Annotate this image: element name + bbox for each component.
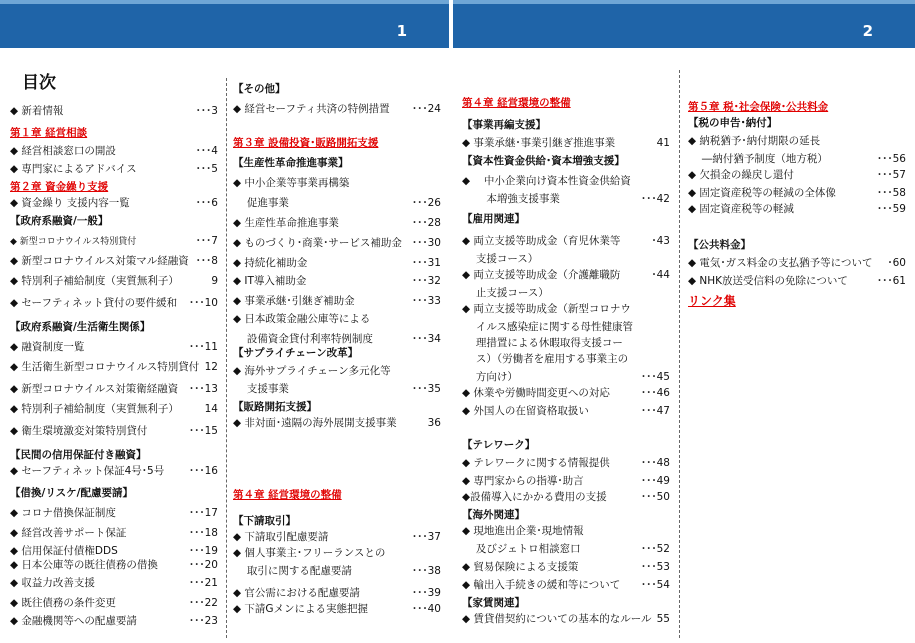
toc-entry bbox=[233, 312, 445, 326]
toc-entry-label: 【税の申告･納付】 bbox=[688, 117, 778, 129]
toc-page-number: ･･･3 bbox=[195, 105, 218, 117]
toc-entry-label: 第３章 設備投資･販路開拓支援 bbox=[233, 137, 379, 149]
chapter-heading[interactable] bbox=[688, 294, 910, 309]
toc-entry-label: ◆ 外国人の在留資格取扱い bbox=[462, 405, 589, 417]
toc-entry-label: 理措置による休暇取得支援コー bbox=[462, 337, 623, 349]
section-heading bbox=[462, 154, 674, 168]
toc-entry-label: 【雇用関連】 bbox=[462, 213, 525, 225]
toc-page-number: ･･･22 bbox=[188, 597, 218, 609]
toc-page-number: 36 bbox=[427, 417, 441, 429]
toc-page-number: ･･･58 bbox=[876, 187, 906, 199]
toc-entry[interactable] bbox=[10, 340, 222, 354]
toc-entry[interactable] bbox=[10, 360, 222, 374]
toc-entry[interactable] bbox=[462, 474, 674, 488]
toc-page-number: ･･･31 bbox=[411, 257, 441, 269]
section-heading bbox=[233, 346, 445, 360]
toc-page-number: ･･･10 bbox=[188, 297, 218, 309]
toc-entry[interactable] bbox=[233, 530, 445, 544]
toc-entry-label: 第４章 経営環境の整備 bbox=[233, 489, 342, 501]
toc-entry[interactable] bbox=[233, 274, 445, 288]
section-heading bbox=[688, 116, 910, 130]
toc-entry-label: ◆ 新型コロナウイルス特別貸付 bbox=[10, 237, 137, 247]
toc-page-number: ･･･32 bbox=[411, 275, 441, 287]
toc-page-number: ･･･59 bbox=[876, 203, 906, 215]
section-heading bbox=[688, 238, 910, 252]
page-header-1 bbox=[0, 0, 449, 48]
toc-page-number: ･･･42 bbox=[640, 193, 670, 205]
toc-entry[interactable] bbox=[10, 382, 222, 396]
toc-page-number: ･･･49 bbox=[640, 475, 670, 487]
toc-entry-label: ◆ 非対面･遠隔の海外展開支援事業 bbox=[233, 417, 397, 429]
toc-entry-label: リンク集 bbox=[688, 294, 736, 308]
toc-entry-label: 【海外関連】 bbox=[462, 509, 525, 521]
toc-entry[interactable] bbox=[10, 234, 222, 249]
toc-entry-label: ◆ 両立支援等助成金（育児休業等 bbox=[462, 235, 621, 247]
toc-page-number: ･･･24 bbox=[411, 103, 441, 115]
toc-entry-label: 止支援コース） bbox=[462, 287, 549, 299]
toc-entry[interactable] bbox=[10, 596, 222, 610]
toc-page-number: ･･･56 bbox=[876, 153, 906, 165]
toc-entry-label: ◆ セーフティネット保証4号･5号 bbox=[10, 465, 165, 477]
toc-entry-label: ◆ 衛生環境激変対策特別貸付 bbox=[10, 425, 148, 437]
toc-entry-label: 支援事業 bbox=[233, 383, 289, 395]
toc-entry-label: 第２章 資金繰り支援 bbox=[10, 181, 109, 193]
toc-entry-label: 【その他】 bbox=[233, 83, 286, 95]
toc-entry[interactable] bbox=[10, 144, 222, 158]
toc-page-number: ･･･21 bbox=[188, 577, 218, 589]
toc-page-number: ･･･28 bbox=[411, 217, 441, 229]
toc-page-number: ･･･53 bbox=[640, 561, 670, 573]
toc-page-number: 12 bbox=[204, 361, 218, 373]
toc-entry[interactable] bbox=[10, 544, 222, 558]
toc-entry-label: 【借換/リスケ/配慮要請】 bbox=[10, 487, 133, 499]
toc-entry-label: 促進事業 bbox=[233, 197, 289, 209]
toc-entry[interactable] bbox=[233, 236, 445, 250]
toc-page-number: ･･･6 bbox=[195, 197, 218, 209]
toc-entry-label: 第１章 経営相談 bbox=[10, 127, 88, 139]
toc-entry[interactable] bbox=[688, 202, 910, 216]
chapter-heading[interactable] bbox=[10, 180, 222, 194]
toc-entry-label: ◆ 中小企業向け資本性資金供給資 bbox=[462, 175, 631, 187]
toc-entry-label: ス）（労働者を雇用する事業主の bbox=[462, 353, 629, 365]
toc-page-number: ･･･16 bbox=[188, 465, 218, 477]
toc-entry-label: 方向け） bbox=[462, 371, 518, 383]
toc-entry-label: ◆ 信用保証付債権DDS bbox=[10, 545, 118, 557]
section-heading bbox=[233, 514, 445, 528]
chapter-heading[interactable] bbox=[688, 100, 910, 114]
toc-page-number: ･･･54 bbox=[640, 579, 670, 591]
section-heading bbox=[462, 508, 674, 522]
toc-entry[interactable] bbox=[10, 296, 222, 310]
toc-entry[interactable] bbox=[462, 456, 674, 470]
toc-entry bbox=[462, 352, 674, 366]
section-heading bbox=[462, 118, 674, 132]
toc-entry-label: ◆ セーフティネット貸付の要件緩和 bbox=[10, 297, 178, 309]
toc-entry-label: ◆ 欠損金の繰戻し還付 bbox=[688, 169, 794, 181]
toc-entry-label: ◆ 経営改善サポート保証 bbox=[10, 527, 127, 539]
toc-entry-label: ◆ 貿易保険による支援策 bbox=[462, 561, 579, 573]
section-heading bbox=[462, 212, 674, 226]
toc-entry[interactable] bbox=[688, 152, 910, 166]
toc-entry bbox=[462, 320, 674, 334]
toc-entry-label: 及びジェトロ相談窓口 bbox=[462, 543, 581, 555]
toc-entry[interactable] bbox=[462, 490, 674, 504]
toc-entry[interactable] bbox=[10, 254, 222, 268]
toc-entry-label: 【生産性革命推進事業】 bbox=[233, 157, 349, 169]
toc-entry-label: ◆ 事業承継･引継ぎ補助金 bbox=[233, 295, 355, 307]
toc-entry[interactable] bbox=[688, 168, 910, 182]
toc-page-number: ･･･20 bbox=[188, 559, 218, 571]
toc-entry bbox=[233, 176, 445, 190]
toc-entry-label: ◆ 現地進出企業･現地情報 bbox=[462, 525, 584, 537]
toc-entry-label: ◆ 新着情報 bbox=[10, 105, 64, 117]
column-divider bbox=[679, 70, 680, 638]
toc-entry bbox=[462, 252, 674, 266]
toc-entry-label: ◆ 日本政策金融公庫等による bbox=[233, 313, 371, 325]
toc-page-number: ･･･18 bbox=[188, 527, 218, 539]
toc-entry[interactable] bbox=[233, 382, 445, 396]
toc-page-number: ･･･19 bbox=[188, 545, 218, 557]
toc-entry-label: ◆ 収益力改善支援 bbox=[10, 577, 95, 589]
toc-entry[interactable] bbox=[233, 332, 445, 346]
toc-entry bbox=[233, 546, 445, 560]
toc-entry[interactable] bbox=[10, 196, 222, 210]
toc-entry-label: 【民間の信用保証付き融資】 bbox=[10, 449, 147, 461]
toc-entry-label: ◆ 生活衛生新型コロナウイルス特別貸付 bbox=[10, 361, 200, 373]
toc-entry[interactable] bbox=[10, 506, 222, 520]
toc-entry-label: ◆ 官公需における配慮要請 bbox=[233, 587, 360, 599]
toc-entry-label: ◆ NHK放送受信料の免除について bbox=[688, 275, 848, 287]
toc-entry-label: ◆ 海外サプライチェーン多元化等 bbox=[233, 365, 391, 377]
toc-entry[interactable] bbox=[233, 564, 445, 578]
toc-entry-label: ◆ 資金繰り 支援内容一覧 bbox=[10, 197, 130, 209]
section-heading bbox=[10, 214, 222, 228]
toc-entry-label: ◆ 専門家からの指導･助言 bbox=[462, 475, 584, 487]
toc-entry bbox=[462, 302, 674, 316]
toc-entry-label: ◆ 新型コロナウイルス対策衛経融資 bbox=[10, 383, 179, 395]
page-number-2: 2 bbox=[862, 22, 873, 40]
toc-page-number: ･･･26 bbox=[411, 197, 441, 209]
toc-entry[interactable] bbox=[10, 424, 222, 438]
toc-entry-label: ◆ 固定資産税等の軽減 bbox=[688, 203, 794, 215]
section-heading bbox=[10, 448, 222, 462]
toc-page-number: ･･･40 bbox=[411, 603, 441, 615]
toc-page-number: ･･･8 bbox=[195, 255, 218, 267]
toc-entry[interactable] bbox=[688, 256, 910, 270]
toc-entry-label: ◆ 生産性革命推進事業 bbox=[233, 217, 339, 229]
chapter-heading[interactable] bbox=[462, 96, 674, 110]
toc-page-number: ･･･48 bbox=[640, 457, 670, 469]
toc-entry-label: ◆ 輸出入手続きの緩和等について bbox=[462, 579, 621, 591]
toc-entry[interactable] bbox=[10, 402, 222, 416]
toc-entry-label: 【公共料金】 bbox=[688, 239, 751, 251]
toc-entry-label: ◆ 納税猶予･納付期限の延長 bbox=[688, 135, 821, 147]
toc-entry-label: ◆ 個人事業主･フリーランスとの bbox=[233, 547, 386, 559]
toc-page-number: ･･･57 bbox=[876, 169, 906, 181]
page-header-2 bbox=[453, 0, 915, 48]
toc-page-number: ･･･13 bbox=[188, 383, 218, 395]
toc-entry[interactable] bbox=[10, 558, 222, 572]
toc-entry-label: ◆ 持続化補助金 bbox=[233, 257, 308, 269]
toc-entry-label: ◆ コロナ借換保証制度 bbox=[10, 507, 116, 519]
toc-entry-label: 【政府系融資/生活衛生関係】 bbox=[10, 321, 151, 333]
chapter-heading[interactable] bbox=[233, 488, 445, 502]
toc-entry-label: 【事業再編支援】 bbox=[462, 119, 546, 131]
toc-entry-label: ◆ 電気･ガス料金の支払猶予等について bbox=[688, 257, 873, 269]
toc-page-number: ･･･47 bbox=[640, 405, 670, 417]
toc-entry[interactable] bbox=[462, 542, 674, 556]
toc-entry-label: 支援コース） bbox=[462, 253, 539, 265]
toc-entry-label: イルス感染症に関する母性健康管 bbox=[462, 321, 634, 333]
toc-entry-label: ◆ 事業承継･事業引継ぎ推進事業 bbox=[462, 137, 616, 149]
toc-entry[interactable] bbox=[233, 196, 445, 210]
toc-page-number: ･･･30 bbox=[411, 237, 441, 249]
toc-entry-label: ◆ 融資制度一覧 bbox=[10, 341, 85, 353]
toc-page-number: ･･･37 bbox=[411, 531, 441, 543]
toc-entry-label: ◆ 下請Gメンによる実態把握 bbox=[233, 603, 369, 615]
toc-entry-label: 【資本性資金供給･資本増強支援】 bbox=[462, 155, 625, 167]
toc-entry-label: ◆ 経営相談窓口の開設 bbox=[10, 145, 116, 157]
toc-entry[interactable] bbox=[462, 386, 674, 400]
toc-entry[interactable] bbox=[462, 136, 674, 150]
toc-page-number: ･･･38 bbox=[411, 565, 441, 577]
section-heading bbox=[10, 486, 222, 500]
toc-page-number: ･･･17 bbox=[188, 507, 218, 519]
toc-page-number: 14 bbox=[204, 403, 218, 415]
toc-entry-label: ◆ 両立支援等助成金（新型コロナウ bbox=[462, 303, 631, 315]
toc-entry bbox=[462, 336, 674, 350]
toc-entry bbox=[462, 174, 674, 188]
toc-entry[interactable] bbox=[233, 294, 445, 308]
toc-page-number: ･･･45 bbox=[640, 371, 670, 383]
toc-entry[interactable] bbox=[462, 192, 674, 206]
toc-entry[interactable] bbox=[688, 186, 910, 200]
toc-entry-label: ◆ 日本公庫等の既往債務の借換 bbox=[10, 559, 158, 571]
toc-entry[interactable] bbox=[233, 602, 445, 616]
toc-entry[interactable] bbox=[462, 578, 674, 592]
toc-entry-label: ◆ 金融機関等への配慮要請 bbox=[10, 615, 137, 627]
section-heading bbox=[233, 156, 445, 170]
toc-page-number: ･･･35 bbox=[411, 383, 441, 395]
toc-entry-label: ◆ ものづくり･商業･サービス補助金 bbox=[233, 237, 402, 249]
toc-title: 目次 bbox=[22, 73, 56, 93]
toc-entry-label: ―納付猶予制度（地方税） bbox=[688, 153, 828, 165]
section-heading bbox=[462, 438, 674, 452]
toc-page-number: ･･･23 bbox=[188, 615, 218, 627]
toc-page-number: ･･･52 bbox=[640, 543, 670, 555]
toc-page-number: ･･･33 bbox=[411, 295, 441, 307]
toc-entry-label: 【下請取引】 bbox=[233, 515, 296, 527]
toc-entry-label: ◆設備導入にかかる費用の支援 bbox=[462, 491, 607, 503]
toc-entry-label: ◆ 特別利子補給制度（実質無利子） bbox=[10, 403, 179, 415]
toc-entry[interactable] bbox=[462, 560, 674, 574]
toc-entry-label: ◆ 賃貸借契約についての基本的なルール bbox=[462, 613, 652, 625]
toc-entry[interactable] bbox=[462, 268, 674, 282]
toc-entry[interactable] bbox=[10, 162, 222, 176]
toc-entry bbox=[462, 286, 674, 300]
toc-entry[interactable] bbox=[688, 274, 910, 288]
toc-entry[interactable] bbox=[462, 404, 674, 418]
toc-entry-label: ◆ 新型コロナウイルス対策マル経融資 bbox=[10, 255, 189, 267]
toc-page-number: ･･･39 bbox=[411, 587, 441, 599]
toc-page-number: ･･･4 bbox=[195, 145, 218, 157]
toc-entry-label: 【家賃関連】 bbox=[462, 597, 525, 609]
toc-entry[interactable] bbox=[10, 576, 222, 590]
toc-entry-label: 【政府系融資/一般】 bbox=[10, 215, 109, 227]
section-heading bbox=[233, 82, 445, 96]
toc-page-number: ･43 bbox=[651, 235, 670, 247]
toc-entry[interactable] bbox=[10, 104, 222, 118]
toc-page-number: ･･･50 bbox=[640, 491, 670, 503]
toc-entry-label: ◆ 固定資産税等の軽減の全体像 bbox=[688, 187, 836, 199]
toc-entry-label: ◆ 専門家によるアドバイス bbox=[10, 163, 137, 175]
toc-page-number: ･･･34 bbox=[411, 333, 441, 345]
toc-page-number: ･･･15 bbox=[188, 425, 218, 437]
toc-entry-label: 第４章 経営環境の整備 bbox=[462, 97, 571, 109]
toc-entry[interactable] bbox=[462, 370, 674, 384]
toc-page-number: 55 bbox=[656, 613, 670, 625]
toc-entry bbox=[688, 134, 910, 148]
toc-page-number: ･･･11 bbox=[188, 341, 218, 353]
toc-entry bbox=[233, 364, 445, 378]
toc-entry[interactable] bbox=[10, 614, 222, 628]
toc-entry-label: 【サプライチェーン改革】 bbox=[233, 347, 359, 359]
toc-page-number: ･44 bbox=[651, 269, 670, 281]
toc-entry-label: ◆ 両立支援等助成金（介護離職防 bbox=[462, 269, 621, 281]
toc-entry[interactable] bbox=[233, 216, 445, 230]
chapter-heading[interactable] bbox=[10, 126, 222, 140]
page-number-1: 1 bbox=[396, 22, 407, 40]
toc-page-number: ･･･61 bbox=[876, 275, 906, 287]
toc-entry[interactable] bbox=[462, 612, 674, 626]
column-divider bbox=[226, 78, 227, 638]
toc-entry[interactable] bbox=[233, 416, 445, 430]
toc-entry-label: 第５章 税･社会保険･公共料金 bbox=[688, 101, 829, 113]
toc-entry-label: ◆ 下請取引配慮要請 bbox=[233, 531, 329, 543]
toc-page-number: ･60 bbox=[887, 257, 906, 269]
toc-entry-label: ◆ テレワークに関する情報提供 bbox=[462, 457, 610, 469]
toc-entry-label: 【販路開拓支援】 bbox=[233, 401, 317, 413]
section-heading bbox=[233, 400, 445, 414]
toc-entry-label: 本増強支援事業 bbox=[462, 193, 560, 205]
toc-entry-label: 設備資金貸付利率特例制度 bbox=[233, 333, 373, 345]
toc-entry-label: ◆ 休業や労働時間変更への対応 bbox=[462, 387, 610, 399]
toc-entry bbox=[462, 524, 674, 538]
toc-entry[interactable] bbox=[233, 256, 445, 270]
toc-page-number: ･･･5 bbox=[195, 163, 218, 175]
toc-page-number: 41 bbox=[656, 137, 670, 149]
toc-entry[interactable] bbox=[233, 102, 445, 116]
section-heading bbox=[10, 320, 222, 334]
toc-entry-label: ◆ IT導入補助金 bbox=[233, 275, 307, 287]
toc-entry[interactable] bbox=[10, 526, 222, 540]
toc-entry[interactable] bbox=[10, 274, 222, 288]
toc-entry-label: ◆ 中小企業等事業再構築 bbox=[233, 177, 350, 189]
toc-page-number: ･･･46 bbox=[640, 387, 670, 399]
toc-entry-label: 【テレワーク】 bbox=[462, 439, 536, 451]
toc-entry[interactable] bbox=[462, 234, 674, 248]
toc-entry-label: ◆ 既往債務の条件変更 bbox=[10, 597, 116, 609]
toc-entry-label: 取引に関する配慮要請 bbox=[233, 565, 352, 577]
chapter-heading[interactable] bbox=[233, 136, 445, 150]
toc-entry-label: ◆ 経営セーフティ共済の特例措置 bbox=[233, 103, 390, 115]
toc-page-number: ･･･7 bbox=[195, 235, 218, 247]
section-heading bbox=[462, 596, 674, 610]
toc-page-number: 9 bbox=[211, 275, 218, 287]
toc-entry[interactable] bbox=[10, 464, 222, 478]
toc-entry-label: ◆ 特別利子補給制度（実質無利子） bbox=[10, 275, 179, 287]
toc-entry[interactable] bbox=[233, 586, 445, 600]
